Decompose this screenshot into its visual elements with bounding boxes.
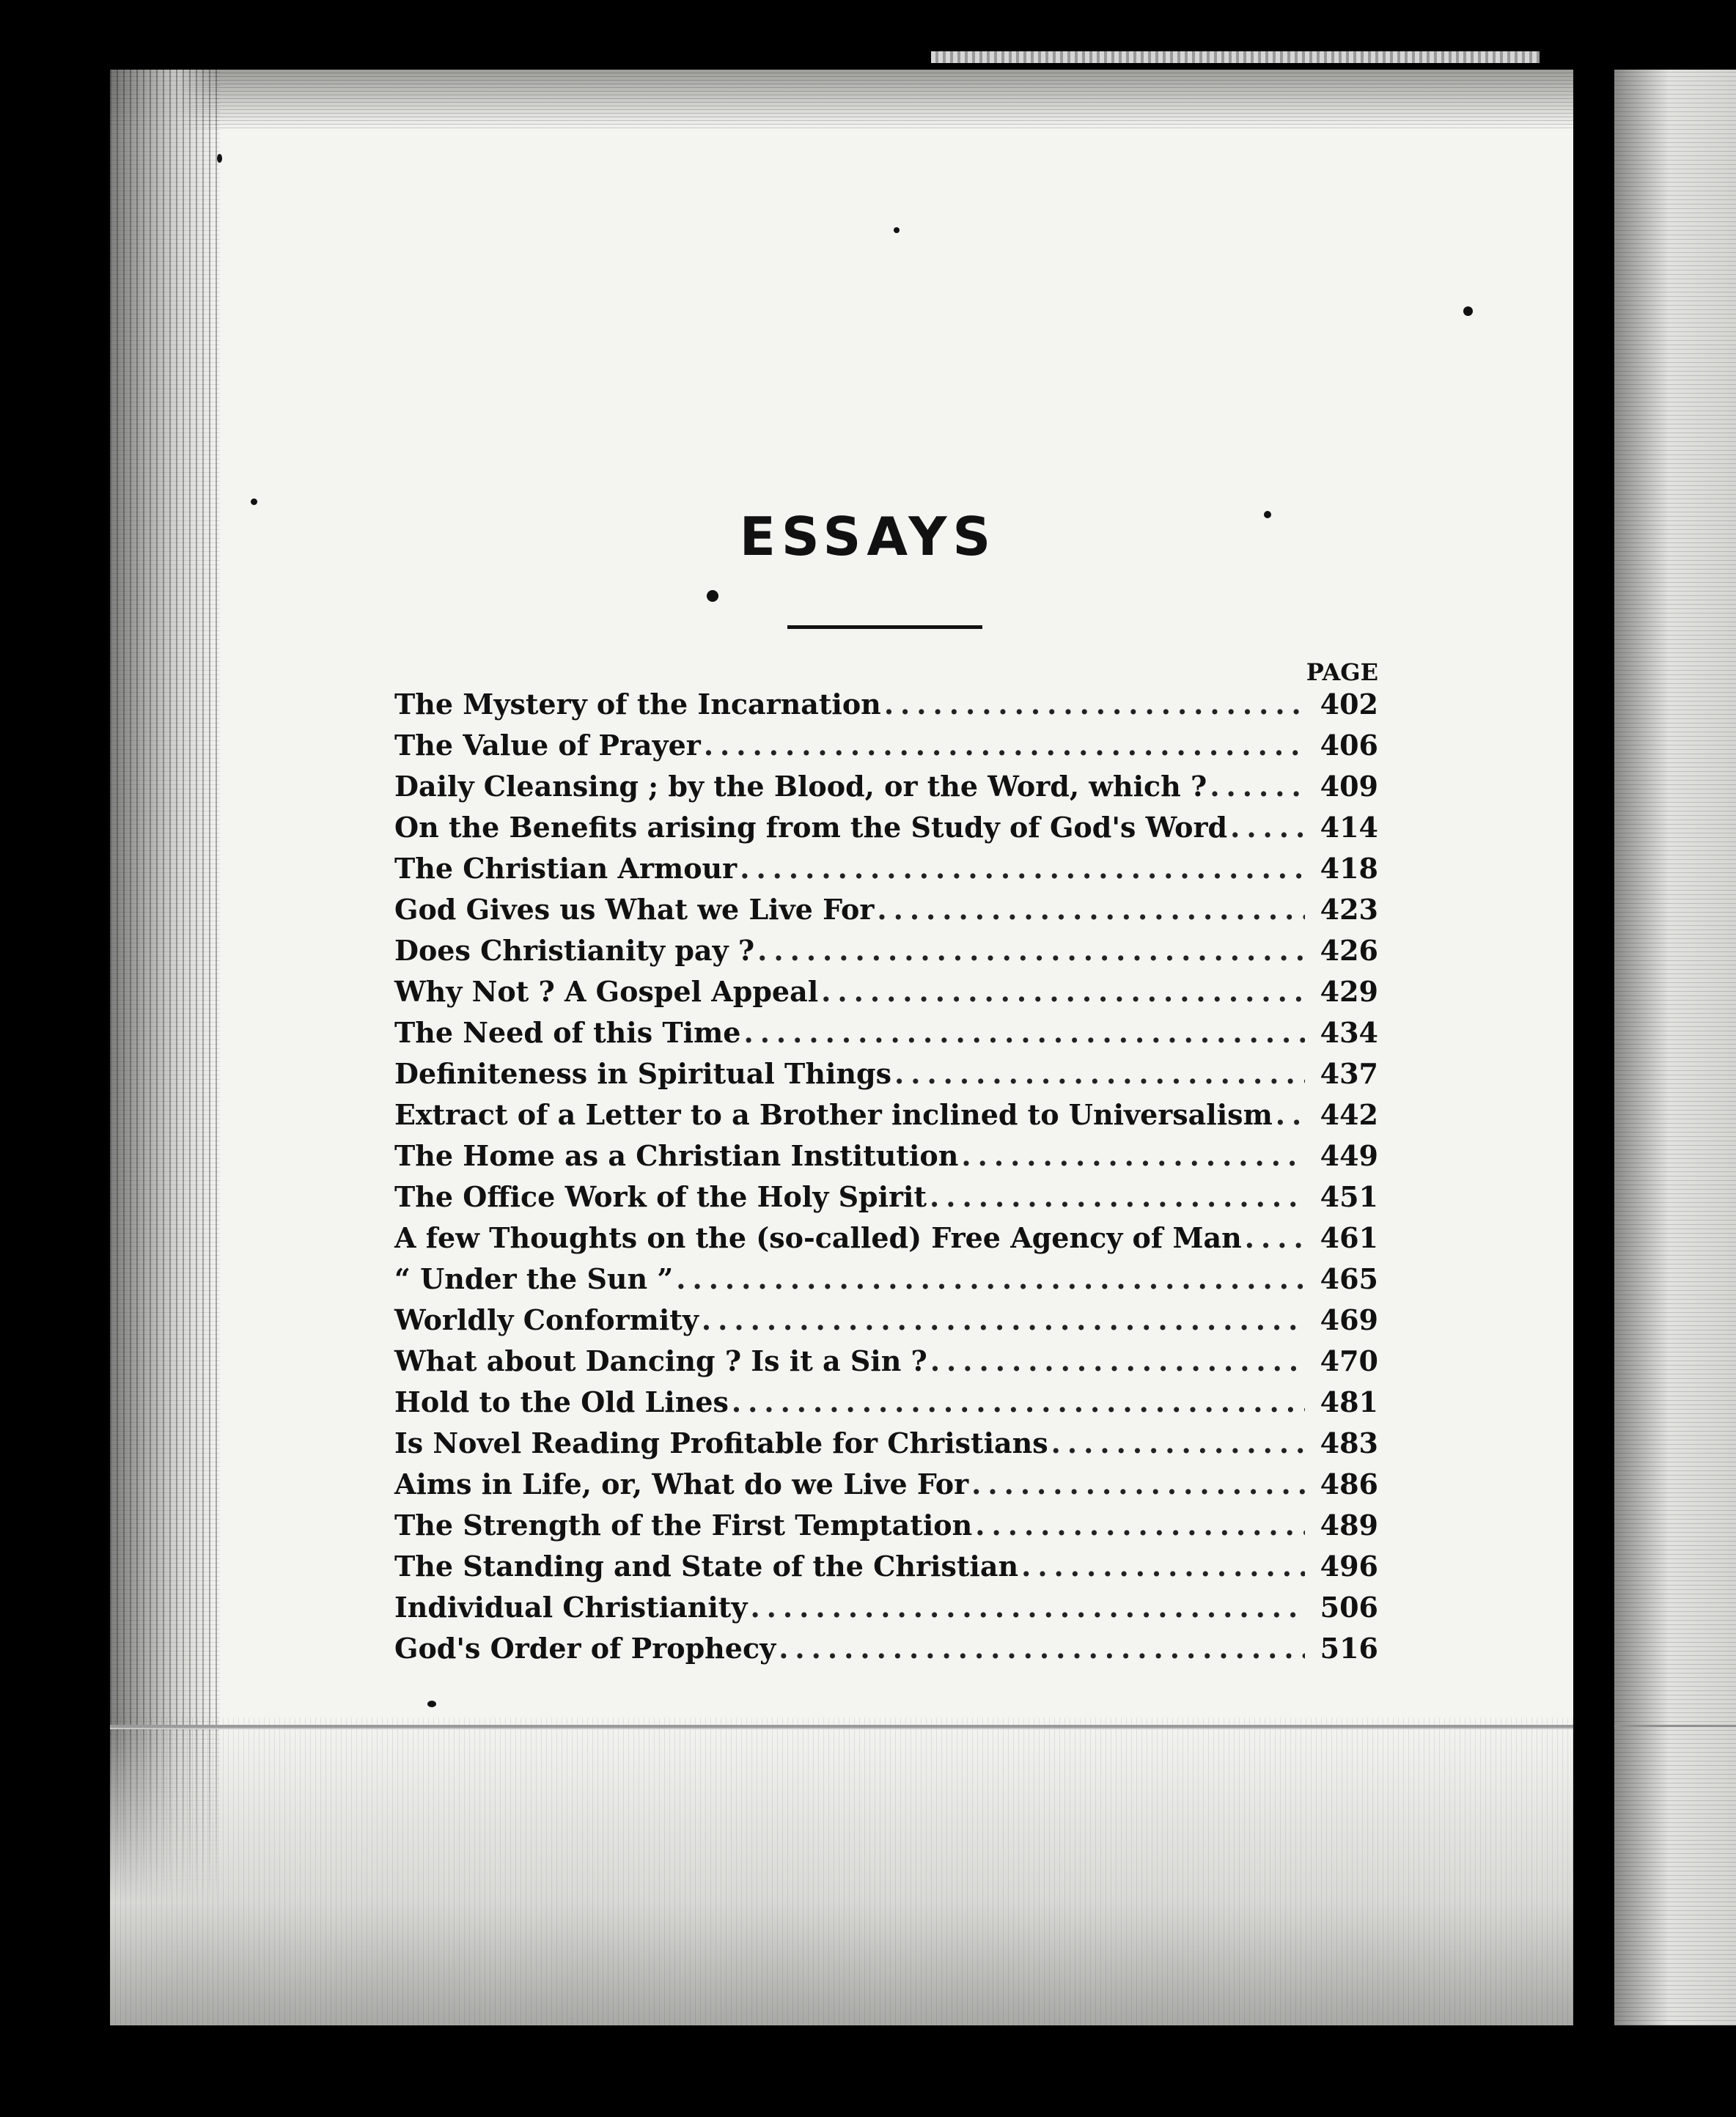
toc-entry-page: 489 bbox=[1320, 1509, 1378, 1542]
toc-entry-title: The Mystery of the Incarnation bbox=[394, 688, 881, 721]
toc-entry-page: 469 bbox=[1320, 1303, 1378, 1336]
page-title: ESSAYS bbox=[739, 506, 997, 567]
toc-leader-dots bbox=[930, 1180, 1305, 1213]
toc-entry-title: A few Thoughts on the (so-called) Free Agency of Man bbox=[394, 1221, 1242, 1254]
toc-leader-dots bbox=[779, 1632, 1305, 1665]
scan-edge-strip bbox=[931, 51, 1540, 63]
facing-page-edge bbox=[1614, 70, 1736, 2025]
toc-leader-dots bbox=[750, 1591, 1305, 1624]
toc-entry-page: 406 bbox=[1320, 729, 1378, 762]
scan-speck bbox=[1463, 306, 1473, 316]
toc-leader-dots bbox=[732, 1385, 1305, 1418]
toc-entry bbox=[394, 770, 1378, 811]
scan-grain-top bbox=[110, 70, 1573, 128]
toc-leader-dots bbox=[975, 1509, 1305, 1542]
toc-leader-dots bbox=[930, 1344, 1305, 1377]
toc-entry-title: The Strength of the First Temptation bbox=[394, 1509, 973, 1542]
toc-entry-title: God's Order of Prophecy bbox=[394, 1632, 776, 1665]
toc-entry-title: What about Dancing ? Is it a Sin ? bbox=[394, 1344, 927, 1377]
toc-entry-title: Daily Cleansing ; by the Blood, or the Word, which ? bbox=[394, 770, 1207, 803]
toc-leader-dots bbox=[1021, 1550, 1305, 1583]
toc-entry-title: Worldly Conformity bbox=[394, 1303, 699, 1336]
toc-entry-title: Individual Christianity bbox=[394, 1591, 748, 1624]
toc-entry-page: 451 bbox=[1320, 1180, 1378, 1213]
toc-entry bbox=[394, 1180, 1378, 1221]
toc-entry-title: The Christian Armour bbox=[394, 852, 738, 885]
page-gutter bbox=[1573, 70, 1614, 2025]
toc-entry-page: 414 bbox=[1320, 811, 1378, 844]
toc-leader-dots bbox=[676, 1262, 1305, 1295]
toc-entry-page: 481 bbox=[1320, 1385, 1378, 1418]
toc-entry bbox=[394, 1591, 1378, 1632]
toc-leader-dots bbox=[1051, 1426, 1305, 1459]
facing-page-rule bbox=[1614, 1725, 1736, 1727]
toc-entry bbox=[394, 1221, 1378, 1262]
scan-speck bbox=[427, 1701, 436, 1707]
toc-entry-page: 442 bbox=[1320, 1098, 1378, 1131]
toc-leader-dots bbox=[1210, 770, 1305, 803]
toc-entry bbox=[394, 975, 1378, 1016]
toc-entry bbox=[394, 852, 1378, 893]
toc-entry-page: 437 bbox=[1320, 1057, 1378, 1090]
toc-entry bbox=[394, 1550, 1378, 1591]
toc-leader-dots bbox=[1276, 1098, 1305, 1131]
toc-entry-title: God Gives us What we Live For bbox=[394, 893, 875, 926]
toc-leader-dots bbox=[704, 729, 1305, 762]
toc-entry bbox=[394, 1057, 1378, 1098]
toc-entry-title: The Need of this Time bbox=[394, 1016, 741, 1049]
toc-entry bbox=[394, 811, 1378, 852]
toc-entry-title: Definiteness in Spiritual Things bbox=[394, 1057, 891, 1090]
toc-entry-page: 506 bbox=[1320, 1591, 1378, 1624]
toc-entry bbox=[394, 1632, 1378, 1673]
toc-leader-dots bbox=[821, 975, 1305, 1008]
toc-entry-title: The Office Work of the Holy Spirit bbox=[394, 1180, 927, 1213]
table-of-contents bbox=[394, 688, 1378, 1673]
toc-entry-title: Extract of a Letter to a Brother inclined to Universalism bbox=[394, 1098, 1273, 1131]
scan-speck bbox=[894, 227, 900, 233]
toc-entry bbox=[394, 1468, 1378, 1509]
toc-entry bbox=[394, 1098, 1378, 1139]
toc-leader-dots bbox=[884, 688, 1305, 721]
toc-entry-title: Does Christianity pay ? bbox=[394, 934, 755, 967]
toc-leader-dots bbox=[702, 1303, 1305, 1336]
toc-entry bbox=[394, 1509, 1378, 1550]
toc-entry-page: 486 bbox=[1320, 1468, 1378, 1501]
toc-entry bbox=[394, 934, 1378, 975]
toc-leader-dots bbox=[877, 893, 1305, 926]
toc-entry-page: 465 bbox=[1320, 1262, 1378, 1295]
toc-entry bbox=[394, 1385, 1378, 1426]
toc-entry-page: 426 bbox=[1320, 934, 1378, 967]
toc-entry bbox=[394, 688, 1378, 729]
scan-grain-bottom bbox=[110, 1717, 1573, 2025]
scan-speck bbox=[251, 498, 257, 505]
toc-leader-dots bbox=[757, 934, 1305, 967]
toc-entry-title: The Standing and State of the Christian bbox=[394, 1550, 1019, 1583]
toc-entry bbox=[394, 1344, 1378, 1385]
page-column-label: PAGE bbox=[1306, 658, 1378, 686]
toc-entry bbox=[394, 729, 1378, 770]
toc-entry-title: On the Benefits arising from the Study of God's Word bbox=[394, 811, 1228, 844]
toc-entry-title: Is Novel Reading Profitable for Christians bbox=[394, 1426, 1048, 1459]
toc-entry bbox=[394, 1139, 1378, 1180]
page-lower-rule bbox=[110, 1725, 1573, 1729]
toc-entry-title: Aims in Life, or, What do we Live For bbox=[394, 1468, 969, 1501]
toc-entry-title: “ Under the Sun ” bbox=[394, 1262, 674, 1295]
toc-entry-page: 449 bbox=[1320, 1139, 1378, 1172]
toc-entry-page: 402 bbox=[1320, 688, 1378, 721]
title-underline bbox=[787, 625, 982, 629]
toc-entry-page: 461 bbox=[1320, 1221, 1378, 1254]
toc-entry-page: 429 bbox=[1320, 975, 1378, 1008]
toc-leader-dots bbox=[740, 852, 1305, 885]
toc-entry bbox=[394, 1016, 1378, 1057]
toc-entry-page: 516 bbox=[1320, 1632, 1378, 1665]
toc-entry-page: 409 bbox=[1320, 770, 1378, 803]
toc-entry bbox=[394, 1426, 1378, 1468]
toc-leader-dots bbox=[961, 1139, 1305, 1172]
scan-speck bbox=[707, 590, 718, 602]
toc-leader-dots bbox=[1245, 1221, 1305, 1254]
toc-entry-page: 434 bbox=[1320, 1016, 1378, 1049]
toc-leader-dots bbox=[1230, 811, 1305, 844]
toc-entry-title: Hold to the Old Lines bbox=[394, 1385, 729, 1418]
toc-entry-title: Why Not ? A Gospel Appeal bbox=[394, 975, 819, 1008]
toc-entry bbox=[394, 1303, 1378, 1344]
toc-entry-page: 418 bbox=[1320, 852, 1378, 885]
toc-entry-page: 423 bbox=[1320, 893, 1378, 926]
toc-leader-dots bbox=[971, 1468, 1305, 1501]
toc-entry bbox=[394, 893, 1378, 934]
toc-entry-title: The Home as a Christian Institution bbox=[394, 1139, 959, 1172]
toc-entry-page: 483 bbox=[1320, 1426, 1378, 1459]
toc-leader-dots bbox=[894, 1057, 1305, 1090]
toc-leader-dots bbox=[743, 1016, 1305, 1049]
toc-entry-page: 470 bbox=[1320, 1344, 1378, 1377]
scan-speck bbox=[217, 154, 222, 163]
toc-entry-title: The Value of Prayer bbox=[394, 729, 701, 762]
scan-speck bbox=[1264, 511, 1271, 518]
toc-entry-page: 496 bbox=[1320, 1550, 1378, 1583]
toc-entry bbox=[394, 1262, 1378, 1303]
